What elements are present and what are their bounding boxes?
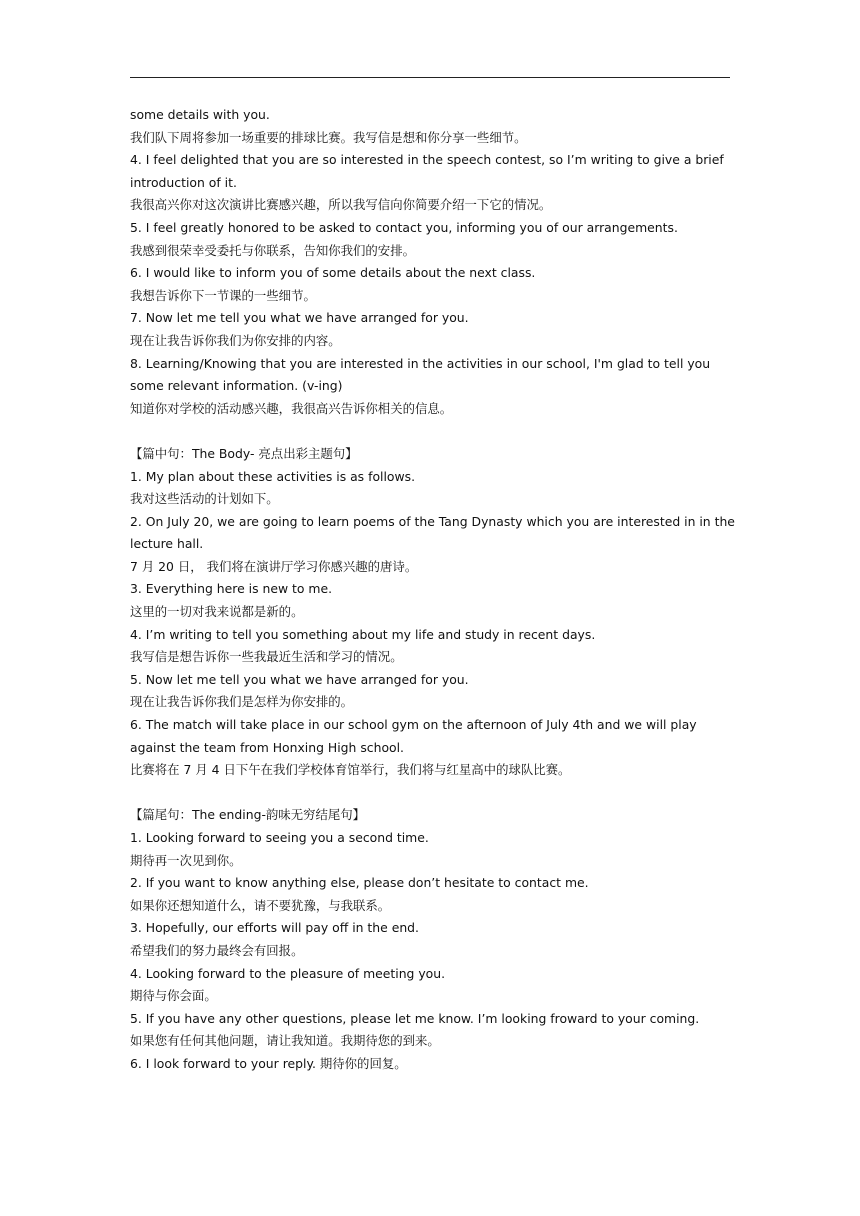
text-line: 我写信是想告诉你一些我最近生活和学习的情况。 bbox=[130, 649, 403, 665]
text-line: 3. Everything here is new to me. bbox=[130, 581, 333, 597]
text-line: 5. I feel greatly honored to be asked to contact you, informing you of our arrangements. bbox=[130, 219, 678, 235]
text-line: 5. If you have any other questions, please let me know. I’m looking froward to your coming. bbox=[130, 1010, 700, 1026]
text-line: 7 月 20 日， 我们将在演讲厅学习你感兴趣的唐诗。 bbox=[130, 558, 418, 574]
text-line: 我对这些活动的计划如下。 bbox=[130, 491, 279, 507]
text-line: 我很高兴你对这次演讲比赛感兴趣，所以我写信向你简要介绍一下它的情况。 bbox=[130, 197, 552, 213]
text-line: 4. I’m writing to tell you something about my life and study in recent days. bbox=[130, 626, 596, 642]
text-line: 4. I feel delighted that you are so interested in the speech contest, so I’m writing to give a brief bbox=[130, 152, 724, 168]
text-line: 7. Now let me tell you what we have arranged for you. bbox=[130, 310, 469, 326]
text-line: 6. I would like to inform you of some details about the next class. bbox=[130, 265, 536, 281]
text-line: 6. The match will take place in our school gym on the afternoon of July 4th and we will play bbox=[130, 717, 697, 733]
text-line: 8. Learning/Knowing that you are interested in the activities in our school, I'm glad to tell you bbox=[130, 355, 711, 371]
text-line: 2. On July 20, we are going to learn poems of the Tang Dynasty which you are interested in in the bbox=[130, 513, 735, 529]
text-line: 现在让我告诉你我们为你安排的内容。 bbox=[130, 332, 341, 348]
section-heading-ending: 【篇尾句：The ending-韵味无穷结尾句】 bbox=[130, 807, 366, 823]
text-line: introduction of it. bbox=[130, 174, 237, 190]
text-line: 比赛将在 7 月 4 日下午在我们学校体育馆举行，我们将与红星高中的球队比赛。 bbox=[130, 762, 571, 778]
text-line: 如果你还想知道什么，请不要犹豫，与我联系。 bbox=[130, 897, 391, 913]
blank-line bbox=[130, 420, 732, 443]
text-line: against the team from Honxing High school. bbox=[130, 739, 404, 755]
text-line: 如果您有任何其他问题，请让我知道。我期待您的到来。 bbox=[130, 1033, 440, 1049]
header-rule bbox=[130, 77, 730, 78]
blank-line bbox=[130, 782, 732, 805]
text-line: 3. Hopefully, our efforts will pay off in the end. bbox=[130, 920, 419, 936]
text-line: 2. If you want to know anything else, please don’t hesitate to contact me. bbox=[130, 875, 589, 891]
section-heading-body: 【篇中句：The Body- 亮点出彩主题句】 bbox=[130, 445, 358, 461]
text-line: 希望我们的努力最终会有回报。 bbox=[130, 942, 304, 958]
text-line: 我感到很荣幸受委托与你联系，告知你我们的安排。 bbox=[130, 242, 415, 258]
text-line: 1. My plan about these activities is as follows. bbox=[130, 468, 416, 484]
document-body bbox=[130, 104, 735, 1076]
text-line: 现在让我告诉你我们是怎样为你安排的。 bbox=[130, 694, 354, 710]
text-line: 5. Now let me tell you what we have arranged for you. bbox=[130, 671, 469, 687]
text-line: some details with you. bbox=[130, 107, 270, 122]
text-line: lecture hall. bbox=[130, 536, 204, 552]
text-line: 我们队下周将参加一场重要的排球比赛。我写信是想和你分享一些细节。 bbox=[130, 129, 527, 145]
text-line: 我想告诉你下一节课的一些细节。 bbox=[130, 287, 316, 303]
text-line: 知道你对学校的活动感兴趣，我很高兴告诉你相关的信息。 bbox=[130, 400, 453, 416]
text-line: 期待再一次见到你。 bbox=[130, 852, 242, 868]
text-line: 期待与你会面。 bbox=[130, 988, 217, 1004]
text-line: some relevant information. (v-ing) bbox=[130, 378, 343, 394]
text-line: 6. I look forward to your reply. 期待你的回复。 bbox=[130, 1055, 407, 1071]
text-line: 1. Looking forward to seeing you a second time. bbox=[130, 830, 429, 845]
text-line: 4. Looking forward to the pleasure of meeting you. bbox=[130, 965, 446, 981]
text-line: 这里的一切对我来说都是新的。 bbox=[130, 604, 304, 620]
